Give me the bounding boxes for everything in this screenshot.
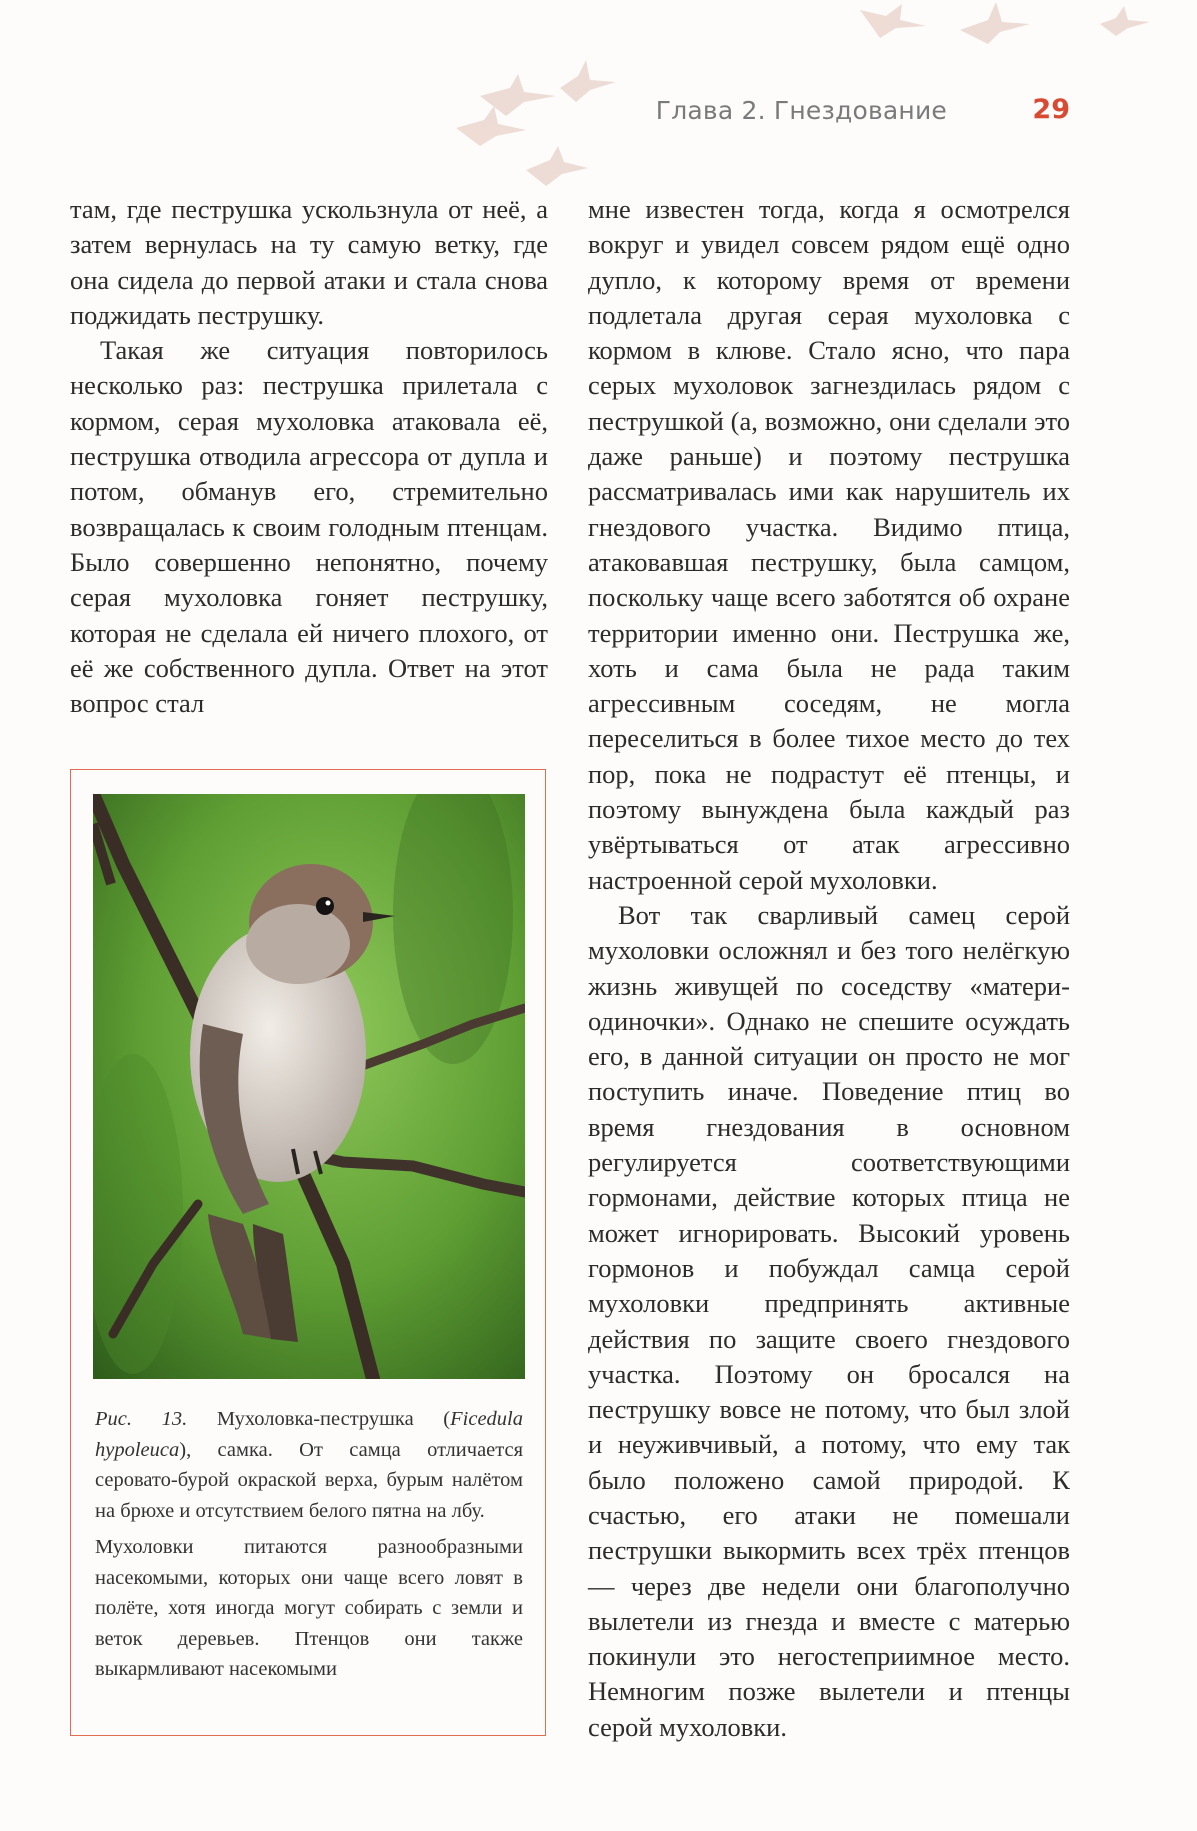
right-text-column — [588, 192, 1070, 1745]
caption-text-part: Мухоловка-пеструшка ( — [187, 1408, 451, 1430]
crane-silhouette — [526, 146, 588, 186]
running-header — [0, 96, 1197, 136]
crane-silhouette — [1100, 6, 1150, 36]
left-text-column — [70, 192, 548, 721]
crane-silhouette — [860, 4, 926, 38]
bird-photo — [93, 794, 525, 1379]
caption-note: Мухоловки питаются разнообразными насекомыми, которых они чаще всего ловят в полёте, хотя иногда могут собирать с земли и веток деревьев. Птенцов они также выкармливают насекомыми — [95, 1536, 523, 1680]
figure-label: Рис. 13. — [95, 1408, 188, 1430]
crane-silhouette — [960, 2, 1030, 44]
paragraph: мне известен тогда, когда я осмотрелся вокруг и увидел совсем рядом ещё одно дупло, к которому время от времени подлетала другая серая мухоловка с кормом в клюве. Стало ясно, что пара серых мухоловок загнездилась рядом с пеструшкой (а, возможно, они сделали это даже раньше) и поэтому пеструшка рассматривалась ими как нарушитель их гнездового участка. Видимо птица, атаковавшая пеструшку, была самцом, поскольку чаще всего заботятся об охране территории именно они. Пеструшка же, хоть и сама была не рада таким агрессивным соседям, не могла переселиться в более тихое место до тех пор, пока не подрастут её птенцы, и поэтому вынуждена была каждый раз увёртываться от атак агрессивно настроенной серой мухоловки. — [588, 194, 1070, 895]
paragraph: Вот так сварливый самец серой мухоловки осложнял и без того нелёгкую жизнь живущей по соседству «матери-одиночки». Однако не спешите осуждать его, в данной ситуации он просто не мог поступить иначе. Поведение птиц во время гнездования в основном регулируется соответствующими гормонами, действие которых птица не может игнорировать. Высокий уровень гормонов и побуждал самца серой мухоловки предпринять активные действия по защите своего гнездового участка. Поэтому он бросался на пеструшку вовсе не потому, что был злой и неуживчивый, а потому, что ему так было положено самой природой. К счастью, его атаки не помешали пеструшки выкормить всех трёх птенцов — через две недели они благополучно вылетели из гнезда и вместе с матерью покинули это негостеприимное место. Немногим позже вылетели и птенцы серой мухоловки. — [588, 899, 1070, 1742]
paragraph: Такая же ситуация повторилось несколько раз: пеструшка прилетала с кормом, серая мухоловка атаковала её, пеструшка отводила агрессора от дупла и потом, обманув его, стремительно возвращалась к своим голодным птенцам. Было совершенно непонятно, почему серая мухоловка гоняет пеструшку, которая не сделала ей ничего плохого, от её же собственного дупла. Ответ на этот вопрос стал — [70, 335, 548, 719]
caption-main — [95, 1404, 523, 1526]
caption-text-part: ), самка. От самца отличается серовато-бурой окраской верха, бурым налётом на брюхе и отсутствием белого пятна на лбу. — [95, 1438, 523, 1522]
latin-species-name: Ficedula hypoleuca — [95, 1408, 523, 1461]
chapter-title: Глава 2. Гнездование — [655, 96, 947, 125]
page-number: 29 — [1032, 94, 1070, 125]
figure-frame — [70, 769, 546, 1736]
figure-caption — [95, 1404, 523, 1691]
paragraph: там, где пеструшка ускользнула от неё, а затем вернулась на ту самую ветку, где она сидела до первой атаки и стала снова поджидать пеструшку. — [70, 194, 548, 330]
